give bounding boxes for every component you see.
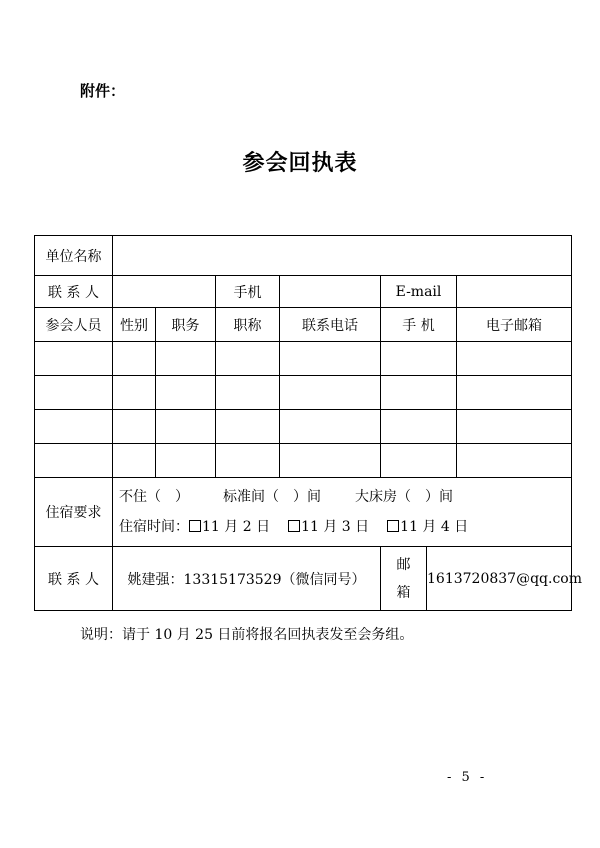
- lodging-option-standard[interactable]: 标准间（ ）间: [223, 489, 321, 505]
- form-title: 参会回执表: [242, 151, 358, 176]
- position-cell[interactable]: [156, 342, 216, 376]
- lodging-date-1: 11 月 2 日: [202, 519, 271, 535]
- table-row: [35, 342, 572, 376]
- header-email: 电子邮箱: [457, 308, 572, 342]
- lodging-options-line: [113, 482, 571, 512]
- lodging-cell: [113, 478, 572, 547]
- lodging-date-2: 11 月 3 日: [301, 519, 370, 535]
- header-attendee: 参会人员: [35, 308, 113, 342]
- position-cell[interactable]: [156, 376, 216, 410]
- email-cell[interactable]: [457, 376, 572, 410]
- mobile-cell[interactable]: [381, 376, 457, 410]
- mailbox-label: [381, 547, 427, 611]
- unit-name-label: 单位名称: [35, 236, 113, 276]
- title-cell[interactable]: [216, 410, 280, 444]
- phone-cell[interactable]: [280, 342, 381, 376]
- header-mobile: 手 机: [381, 308, 457, 342]
- phone-cell[interactable]: [280, 410, 381, 444]
- checkbox-icon[interactable]: [288, 520, 300, 532]
- lodging-dates-line: [113, 512, 571, 542]
- phone-cell[interactable]: [280, 444, 381, 478]
- gender-cell[interactable]: [113, 444, 156, 478]
- lodging-time-label: 住宿时间：: [119, 519, 189, 535]
- gender-cell[interactable]: [113, 410, 156, 444]
- mailbox-label-top: 邮: [396, 556, 411, 573]
- table-row: [35, 444, 572, 478]
- email-cell[interactable]: [457, 410, 572, 444]
- mobile-cell[interactable]: [381, 444, 457, 478]
- mailbox-value: 1613720837@qq.com: [427, 547, 572, 611]
- email-cell[interactable]: [457, 444, 572, 478]
- attendee-cell[interactable]: [35, 342, 113, 376]
- header-position: 职务: [156, 308, 216, 342]
- checkbox-icon[interactable]: [387, 520, 399, 532]
- gender-cell[interactable]: [113, 376, 156, 410]
- email-cell[interactable]: [457, 342, 572, 376]
- registration-form-table: [34, 235, 582, 611]
- title-cell[interactable]: [216, 342, 280, 376]
- header-phone: 联系电话: [280, 308, 381, 342]
- attendee-cell[interactable]: [35, 376, 113, 410]
- table-row: [35, 410, 572, 444]
- title-cell[interactable]: [216, 376, 280, 410]
- contact2-value: 姚建强：13315173529（微信同号）: [113, 547, 381, 611]
- email-label: E-mail: [381, 276, 457, 308]
- header-gender: 性别: [113, 308, 156, 342]
- attendee-cell[interactable]: [35, 444, 113, 478]
- mobile-cell[interactable]: [381, 342, 457, 376]
- header-title: 职称: [216, 308, 280, 342]
- mobile-field[interactable]: [280, 276, 381, 308]
- email-field[interactable]: [457, 276, 572, 308]
- lodging-option-none[interactable]: 不住（ ）: [119, 489, 189, 505]
- mailbox-label-bottom: 箱: [396, 584, 411, 601]
- mobile-label: 手机: [216, 276, 280, 308]
- lodging-date-3: 11 月 4 日: [400, 519, 469, 535]
- contact-label: 联 系 人: [35, 276, 113, 308]
- mobile-cell[interactable]: [381, 410, 457, 444]
- checkbox-icon[interactable]: [189, 520, 201, 532]
- position-cell[interactable]: [156, 444, 216, 478]
- lodging-label: 住宿要求: [35, 478, 113, 547]
- contact2-label: 联 系 人: [35, 547, 113, 611]
- note-text: 说明：请于 10 月 25 日前将报名回执表发至会务组。: [80, 627, 414, 643]
- attachment-label: 附件：: [80, 82, 126, 100]
- unit-name-field[interactable]: [113, 236, 572, 276]
- attendee-cell[interactable]: [35, 410, 113, 444]
- phone-cell[interactable]: [280, 376, 381, 410]
- contact-field[interactable]: [113, 276, 216, 308]
- table-row: [35, 376, 572, 410]
- lodging-option-kingbed[interactable]: 大床房（ ）间: [355, 489, 453, 505]
- page-number: - 5 -: [447, 770, 488, 785]
- title-cell[interactable]: [216, 444, 280, 478]
- gender-cell[interactable]: [113, 342, 156, 376]
- position-cell[interactable]: [156, 410, 216, 444]
